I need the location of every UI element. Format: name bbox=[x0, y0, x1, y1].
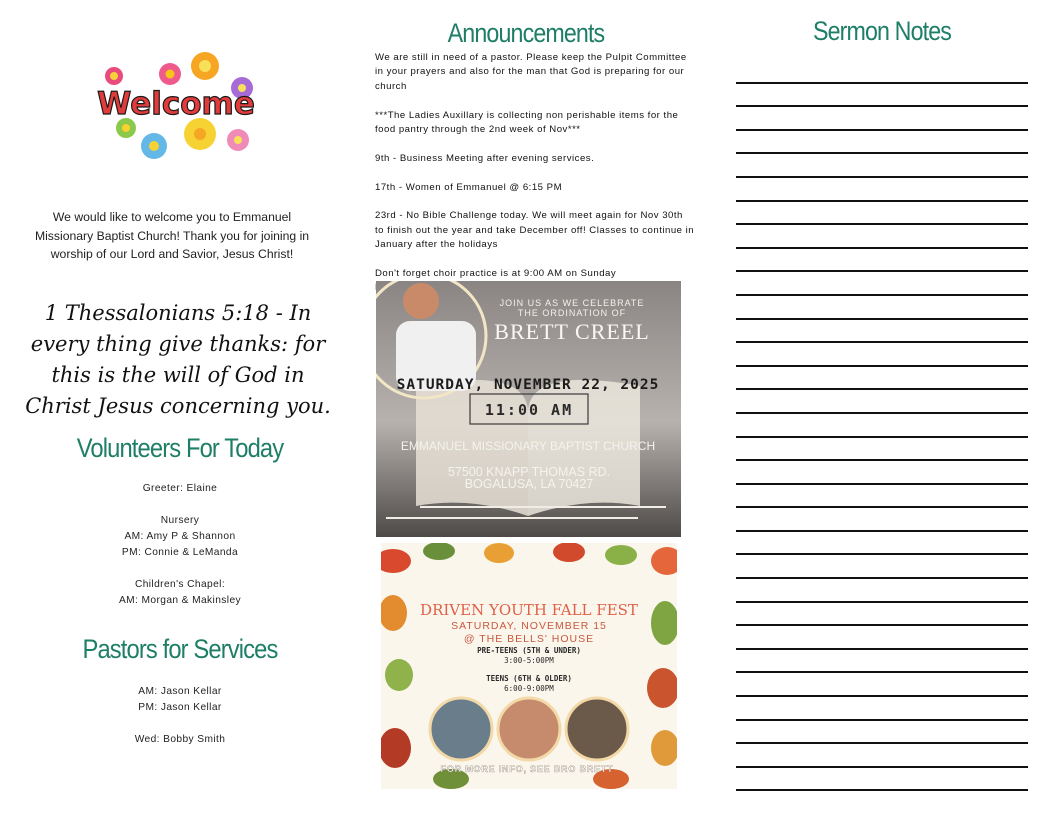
note-line bbox=[736, 84, 1028, 108]
note-line bbox=[736, 414, 1028, 438]
pastor-line: AM: Jason Kellar bbox=[138, 686, 222, 697]
announcement-item: 17th - Women of Emmanuel @ 6:15 PM bbox=[375, 181, 563, 193]
note-line bbox=[736, 721, 1028, 745]
announcements-list bbox=[375, 51, 695, 310]
pastors-title: Pastors for Services bbox=[82, 634, 278, 664]
flyer-time: 11:00 AM bbox=[484, 401, 574, 419]
note-line bbox=[736, 673, 1028, 697]
pastor-line: Wed: Bobby Smith bbox=[134, 734, 226, 745]
note-line bbox=[736, 225, 1028, 249]
note-line bbox=[736, 438, 1028, 462]
welcome-logo-text: Welcome bbox=[97, 86, 255, 122]
note-line bbox=[736, 202, 1028, 226]
note-line bbox=[736, 178, 1028, 202]
flyer-date: SATURDAY, NOVEMBER 22, 2025 bbox=[396, 377, 660, 393]
scripture-verse: 1 Thessalonians 5:18 - In every thing give thanks: for this is the will of God in Christ Jesus concerning you. bbox=[25, 301, 331, 418]
note-line bbox=[736, 768, 1028, 792]
note-line bbox=[736, 650, 1028, 674]
announcement-item: ***The Ladies Auxillary is collecting non perishable items for the food pantry through the 2nd week of Nov*** bbox=[375, 109, 679, 136]
flyer-line1: JOIN US AS WE CELEBRATE bbox=[499, 298, 645, 308]
note-line bbox=[736, 249, 1028, 273]
note-line bbox=[736, 390, 1028, 414]
fallfest-preteens: PRE-TEENS (5TH & UNDER) bbox=[477, 646, 581, 655]
note-line bbox=[736, 320, 1028, 344]
note-line bbox=[736, 131, 1028, 155]
note-line bbox=[736, 272, 1028, 296]
flyer-line2: THE ORDINATION OF bbox=[517, 308, 627, 318]
announcement-item: Don't forget choir practice is at 9:00 AM on Sunday bbox=[375, 268, 617, 280]
youth-photos bbox=[430, 698, 628, 760]
flyer-address1: 57500 KNAPP THOMAS RD. bbox=[447, 465, 611, 479]
pastors-list bbox=[60, 684, 300, 748]
note-line bbox=[736, 296, 1028, 320]
note-line bbox=[736, 744, 1028, 768]
welcome-logo bbox=[92, 48, 264, 193]
volunteer-line: Children's Chapel: bbox=[134, 579, 226, 590]
flyer-address2: BOGALUSA, LA 70427 bbox=[464, 477, 594, 491]
flyer-church: EMMANUEL MISSIONARY BAPTIST CHURCH bbox=[400, 439, 656, 453]
note-line bbox=[736, 343, 1028, 367]
fallfest-teens: TEENS (6TH & OLDER) bbox=[486, 674, 572, 683]
note-line bbox=[736, 60, 1028, 84]
note-line bbox=[736, 485, 1028, 509]
fallfest-date: SATURDAY, NOVEMBER 15 bbox=[451, 620, 607, 632]
pastor-line bbox=[60, 716, 300, 732]
fallfest-title: DRIVEN YOUTH FALL FEST bbox=[420, 601, 638, 619]
flyer-name: BRETT CREEL bbox=[494, 319, 650, 344]
sermon-notes-title: Sermon Notes bbox=[812, 16, 952, 46]
volunteer-line: AM: Morgan & Makinsley bbox=[118, 595, 242, 606]
note-line bbox=[736, 603, 1028, 627]
announcement-item: 23rd - No Bible Challenge today. We will meet again for Nov 30th to finish out the year and take December off! Classes to continue in January after the holidays bbox=[375, 210, 695, 251]
volunteer-line: PM: Connie & LeManda bbox=[121, 547, 239, 558]
volunteer-line: AM: Amy P & Shannon bbox=[124, 531, 236, 542]
fallfest-footer: FOR MORE INFO, SEE BRO BRETT bbox=[440, 764, 614, 774]
volunteer-line: Nursery bbox=[160, 515, 200, 526]
volunteers-title: Volunteers For Today bbox=[76, 433, 284, 463]
fall-fest-flyer bbox=[381, 543, 677, 789]
note-line bbox=[736, 508, 1028, 532]
note-line bbox=[736, 154, 1028, 178]
announcements-title: Announcements bbox=[447, 18, 605, 48]
volunteers-list bbox=[60, 481, 300, 609]
announcement-item: 9th - Business Meeting after evening services. bbox=[375, 152, 595, 164]
ordination-flyer bbox=[376, 281, 681, 537]
fallfest-teens-time: 6:00-9:00PM bbox=[504, 684, 554, 693]
note-line bbox=[736, 579, 1028, 603]
pastor-line: PM: Jason Kellar bbox=[138, 702, 222, 713]
volunteer-line: Greeter: Elaine bbox=[142, 483, 218, 494]
announcement-item: We are still in need of a pastor. Please keep the Pulpit Committee in your prayers and also for the man that God is preparing for our church bbox=[375, 52, 687, 92]
volunteer-line bbox=[60, 497, 300, 513]
note-line bbox=[736, 697, 1028, 721]
note-line bbox=[736, 107, 1028, 131]
note-line bbox=[736, 461, 1028, 485]
note-line bbox=[736, 626, 1028, 650]
fallfest-place: @ THE BELLS' HOUSE bbox=[463, 633, 595, 645]
note-line bbox=[736, 532, 1028, 556]
note-line bbox=[736, 555, 1028, 579]
volunteer-line bbox=[60, 561, 300, 577]
welcome-message: We would like to welcome you to Emmanuel Missionary Baptist Church! Thank you for joining in worship of our Lord and Savior, Jesus Christ! bbox=[34, 210, 310, 261]
sermon-notes-lines bbox=[736, 60, 1028, 791]
fallfest-preteens-time: 3:00-5:00PM bbox=[504, 656, 554, 665]
note-line bbox=[736, 367, 1028, 391]
